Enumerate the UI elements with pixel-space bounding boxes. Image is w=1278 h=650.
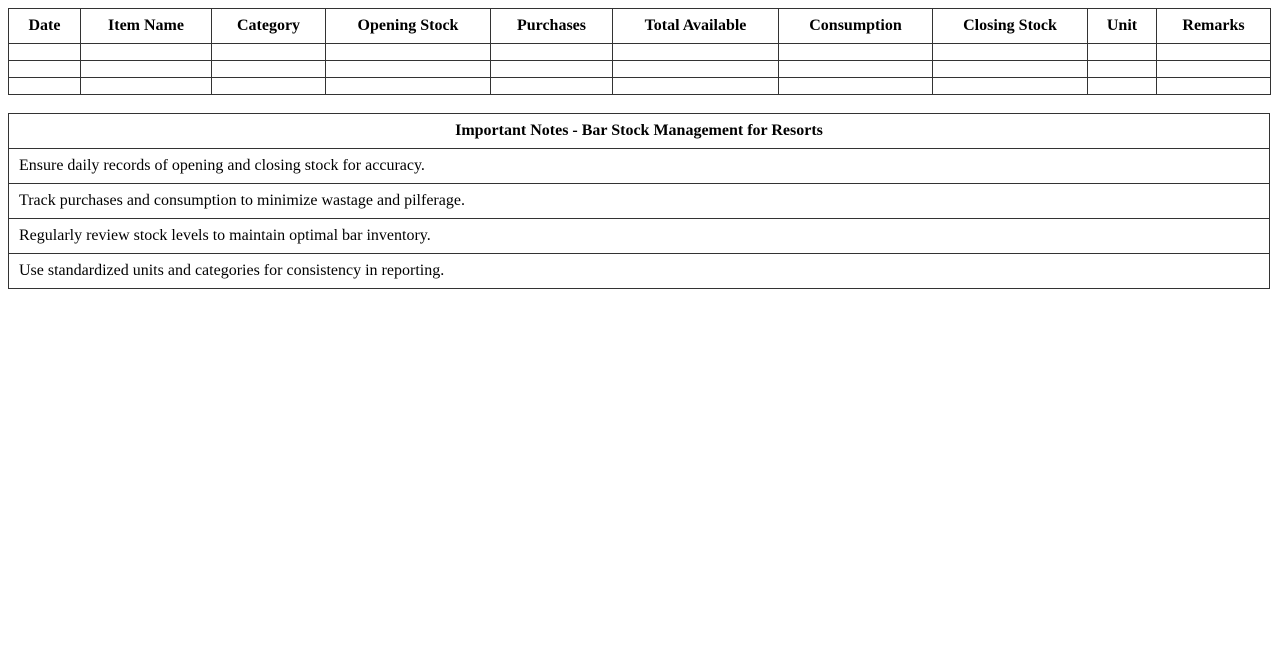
table-cell xyxy=(491,44,613,61)
table-cell xyxy=(1088,61,1157,78)
table-header-row xyxy=(9,9,1271,44)
table-cell xyxy=(1088,78,1157,95)
column-header-consumption: Consumption xyxy=(779,9,933,44)
table-cell xyxy=(933,44,1088,61)
notes-header-row xyxy=(9,114,1270,149)
note-row xyxy=(9,184,1270,219)
column-header-category: Category xyxy=(212,9,326,44)
table-cell xyxy=(1157,44,1271,61)
important-notes-table xyxy=(8,113,1270,289)
page-content xyxy=(8,8,1270,289)
table-cell xyxy=(326,61,491,78)
note-row xyxy=(9,149,1270,184)
note-text: Ensure daily records of opening and closing stock for accuracy. xyxy=(9,149,1270,184)
table-cell xyxy=(9,44,81,61)
table-row xyxy=(9,78,1271,95)
table-cell xyxy=(779,44,933,61)
bar-stock-table xyxy=(8,8,1271,95)
table-cell xyxy=(933,78,1088,95)
table-cell xyxy=(1088,44,1157,61)
table-cell xyxy=(326,44,491,61)
note-row xyxy=(9,254,1270,289)
notes-title: Important Notes - Bar Stock Management for Resorts xyxy=(9,114,1270,149)
table-cell xyxy=(613,61,779,78)
table-cell xyxy=(212,44,326,61)
table-cell xyxy=(212,61,326,78)
note-text: Regularly review stock levels to maintain optimal bar inventory. xyxy=(9,219,1270,254)
table-cell xyxy=(212,78,326,95)
column-header-date: Date xyxy=(9,9,81,44)
table-cell xyxy=(779,61,933,78)
column-header-purchases: Purchases xyxy=(491,9,613,44)
column-header-opening-stock: Opening Stock xyxy=(326,9,491,44)
table-cell xyxy=(326,78,491,95)
table-cell xyxy=(613,78,779,95)
note-text: Use standardized units and categories for consistency in reporting. xyxy=(9,254,1270,289)
column-header-remarks: Remarks xyxy=(1157,9,1271,44)
table-cell xyxy=(933,61,1088,78)
table-cell xyxy=(491,78,613,95)
table-cell xyxy=(9,78,81,95)
column-header-closing-stock: Closing Stock xyxy=(933,9,1088,44)
table-cell xyxy=(491,61,613,78)
table-cell xyxy=(1157,78,1271,95)
table-row xyxy=(9,61,1271,78)
table-cell xyxy=(9,61,81,78)
table-cell xyxy=(1157,61,1271,78)
table-cell xyxy=(81,78,212,95)
column-header-unit: Unit xyxy=(1088,9,1157,44)
column-header-item-name: Item Name xyxy=(81,9,212,44)
table-row xyxy=(9,44,1271,61)
table-body xyxy=(9,44,1271,95)
table-cell xyxy=(81,61,212,78)
note-text: Track purchases and consumption to minimize wastage and pilferage. xyxy=(9,184,1270,219)
table-cell xyxy=(81,44,212,61)
note-row xyxy=(9,219,1270,254)
table-cell xyxy=(779,78,933,95)
table-cell xyxy=(613,44,779,61)
column-header-total-available: Total Available xyxy=(613,9,779,44)
